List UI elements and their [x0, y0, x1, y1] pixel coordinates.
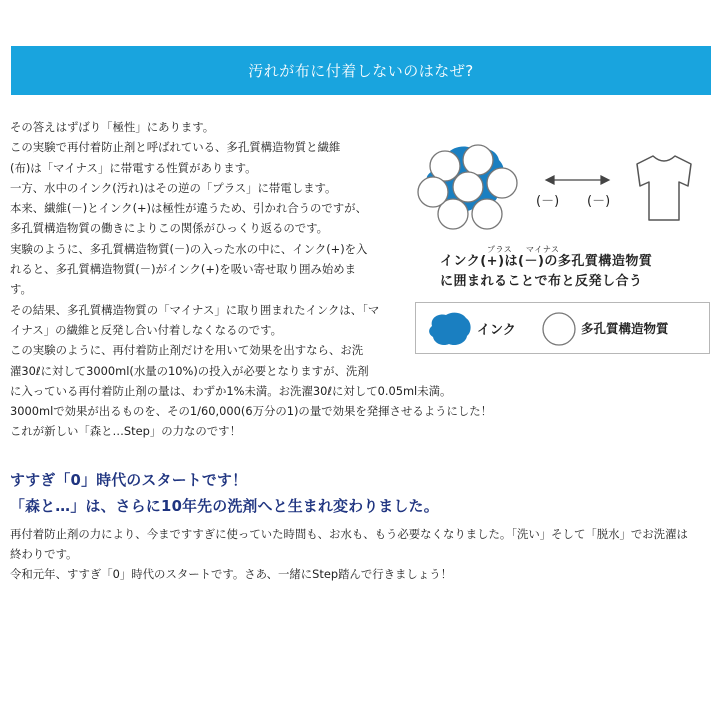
- intro-line: 実験のように、多孔質構造物質(－)の入った水の中に、インク(+)を入: [10, 241, 368, 256]
- intro-line: これが新しい「森と…Step」の力なのです！: [10, 424, 241, 439]
- diagram-legend: [415, 302, 710, 354]
- caption-line: に囲まれることで布と反発し合う: [440, 274, 643, 289]
- section-banner: [11, 46, 711, 95]
- closing-line: 再付着防止剤の力により、今まですすぎに使っていた時間も、お水も、もう必要なくなりました。「洗い」そして「脱水」でお洗濯は: [10, 527, 688, 541]
- banner-title: 汚れが布に付着しないのはなぜ?: [248, 62, 474, 80]
- double-arrow-icon: [546, 176, 609, 184]
- ruby-minus: マイナス: [526, 245, 560, 254]
- molecule-cluster: [418, 145, 517, 229]
- intro-line: 一方、水中のインク(汚れ)はその逆の「プラス」に帯電します。: [10, 180, 337, 195]
- intro-line: 本来、繊維(－)とインク(+)は極性が違うため、引かれ合うのですが、: [10, 201, 367, 216]
- legend-ink-label: インク: [477, 323, 516, 338]
- intro-line: に入っている再付着防止剤の量は、わずか1%未満。お洗濯30ℓに対して0.05ml未満。: [10, 383, 452, 398]
- legend-molecule-icon: [540, 310, 578, 348]
- intro-line: イナス」の繊維と反発し合い付着しなくなるのです。: [10, 322, 283, 337]
- closing-line: 終わりです。: [10, 547, 78, 561]
- closing-line: 令和元年、すすぎ「0」時代のスタートです。さあ、一緒にStep踏んで行きましょう！: [10, 567, 452, 581]
- intro-line: 濯30ℓに対して3000ml(水量の10%)の投入が必要となりますが、洗剤: [10, 363, 369, 378]
- legend-ink-icon: [426, 310, 474, 348]
- tshirt-icon: [637, 156, 691, 220]
- diagram-caption: [440, 245, 653, 292]
- closing-text: [10, 524, 715, 584]
- intro-line: この実験で再付着防止剤と呼ばれている、多孔質構造物質と繊維: [10, 140, 341, 155]
- caption-line: インク(+)は(－)の多孔質構造物質: [440, 254, 653, 269]
- intro-line: その結果、多孔質構造物質の「マイナス」に取り囲まれたインクは、「マ: [10, 302, 380, 317]
- intro-line: す。: [10, 282, 32, 297]
- intro-line: 多孔質構造物質の働きによりこの関係がひっくり返るのです。: [10, 221, 329, 236]
- intro-line: この実験のように、再付着防止剤だけを用いて効果を出すなら、お洗: [10, 343, 364, 358]
- legend-molecule-label: 多孔質構造物質: [581, 321, 669, 336]
- intro-line: 3000mlで効果が出るものを、その1/60,000(6万分の1)の量で効果を発揮させるようにした！: [10, 404, 493, 419]
- heading-line-1: すすぎ「0」時代のスタートです！: [10, 472, 248, 489]
- intro-line: その答えはずばり「極性」にあります。: [10, 120, 215, 134]
- intro-line: (布)は「マイナス」に帯電する性質があります。: [10, 160, 257, 175]
- heading-line-2: 「森と…」は、さらに10年先の洗剤へと生まれ変わりました。: [10, 498, 439, 515]
- intro-line: れると、多孔質構造物質(－)がインク(+)を吸い寄せ取り囲み始めま: [10, 262, 357, 277]
- minus-label-left: (－): [536, 194, 560, 209]
- minus-label-right: (－): [587, 194, 611, 209]
- ruby-plus: プラス: [487, 245, 513, 254]
